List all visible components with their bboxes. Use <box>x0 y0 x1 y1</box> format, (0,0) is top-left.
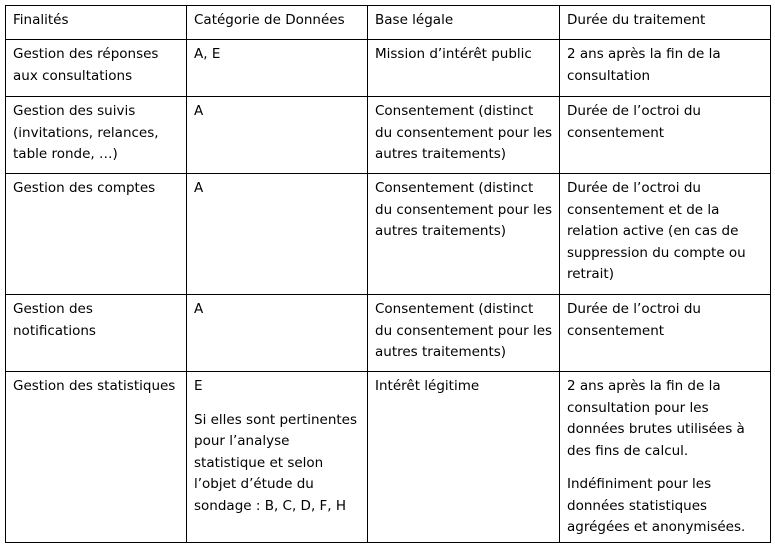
cell-duree: Durée de l’octroi du consentement et de la relation active (en cas de suppression du compte ou retrait) <box>560 174 771 295</box>
cell-base-legale: Consentement (distinct du consentement pour les autres traitements) <box>368 295 560 372</box>
cell-base-legale: Consentement (distinct du consentement pour les autres traitements) <box>368 97 560 174</box>
cell-finalite: Gestion des statistiques <box>6 372 187 543</box>
cell-finalite: Gestion des réponses aux consultations <box>6 40 187 97</box>
cell-categorie: A <box>187 295 368 372</box>
table-row <box>6 295 771 372</box>
table-row <box>6 97 771 174</box>
categorie-note: Si elles sont pertinentes pour l’analyse statistique et selon l’objet d’étude du sondage : B, C, D, F, H <box>194 411 358 514</box>
duree-note: Indéfiniment pour les données statistiques agrégées et anonymisées. <box>567 476 746 535</box>
cell-categorie: A, E <box>187 40 368 97</box>
cell-categorie: A <box>187 174 368 295</box>
table-row <box>6 372 771 543</box>
data-processing-table <box>5 5 771 543</box>
duree-value: 2 ans après la fin de la consultation pour les données brutes utilisées à des fins de calcul. <box>567 378 745 459</box>
table-row <box>6 40 771 97</box>
header-duree: Durée du traitement <box>560 6 771 40</box>
cell-categorie <box>187 372 368 543</box>
table-header-row <box>6 6 771 40</box>
cell-duree: Durée de l’octroi du consentement <box>560 97 771 174</box>
header-categorie: Catégorie de Données <box>187 6 368 40</box>
cell-base-legale: Consentement (distinct du consentement pour les autres traitements) <box>368 174 560 295</box>
cell-duree <box>560 372 771 543</box>
header-base-legale: Base légale <box>368 6 560 40</box>
cell-duree: 2 ans après la fin de la consultation <box>560 40 771 97</box>
cell-base-legale: Intérêt légitime <box>368 372 560 543</box>
cell-duree: Durée de l’octroi du consentement <box>560 295 771 372</box>
table-row <box>6 174 771 295</box>
cell-categorie: A <box>187 97 368 174</box>
cell-finalite: Gestion des comptes <box>6 174 187 295</box>
cell-base-legale: Mission d’intérêt public <box>368 40 560 97</box>
cell-finalite: Gestion des notifications <box>6 295 187 372</box>
cell-finalite: Gestion des suivis (invitations, relances, table ronde, …) <box>6 97 187 174</box>
header-finalites: Finalités <box>6 6 187 40</box>
categorie-value: E <box>194 378 203 394</box>
